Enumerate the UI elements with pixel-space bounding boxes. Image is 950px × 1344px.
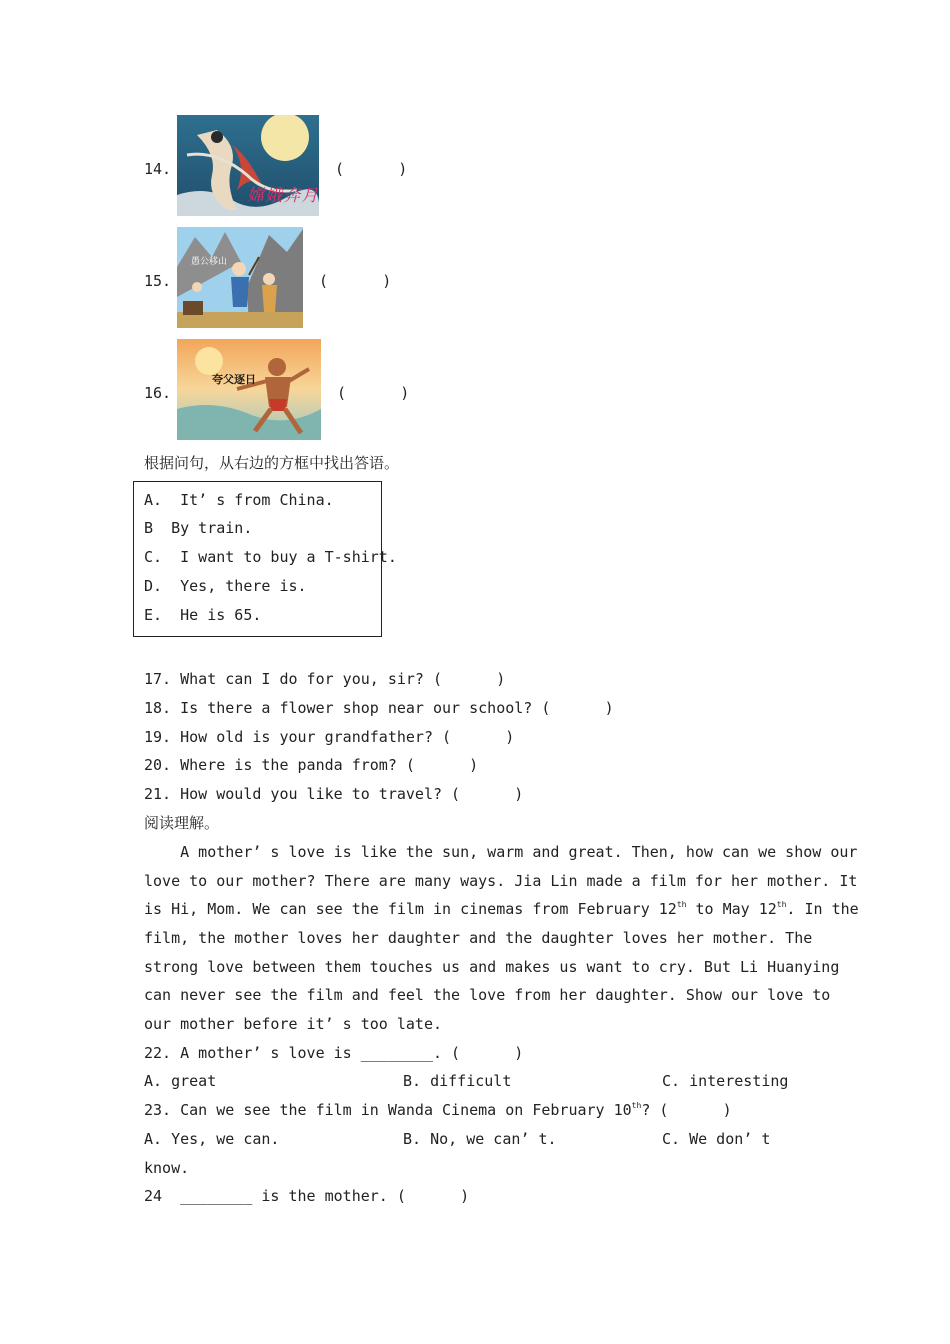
q23-option-c-continued: know. xyxy=(144,1159,190,1177)
question-19: 19. How old is your grandfather? ( ) xyxy=(144,728,515,746)
yugong-picture xyxy=(177,227,303,328)
passage-line-7: our mother before it’ s too late. xyxy=(144,1015,443,1033)
question-21: 21. How would you like to travel? ( ) xyxy=(144,785,524,803)
q14-number: 14. xyxy=(144,160,172,178)
question-23-paren: ? ( ) xyxy=(641,1101,732,1119)
passage-line-2: love to our mother? There are many ways. Jia Lin made a film for her mother. It xyxy=(144,872,858,890)
kuafu-caption: 夸父逐日 xyxy=(212,373,256,386)
chang-e-caption: 嫦娥奔月 xyxy=(247,186,319,206)
section-reading-title: 阅读理解。 xyxy=(144,814,220,832)
yugong-caption: 愚公移山 xyxy=(191,257,228,267)
passage-line-3-part-c: . In the xyxy=(786,900,859,918)
question-18: 18. Is there a flower shop near our school? ( ) xyxy=(144,699,614,717)
ordinal-suffix: th xyxy=(631,1101,642,1110)
ordinal-suffix: th xyxy=(776,900,787,909)
q23-option-b: B. No, we can’ t. xyxy=(403,1130,557,1148)
passage-line-3-part-b: to May 12 xyxy=(686,900,777,918)
chang-e-picture xyxy=(177,115,319,216)
passage-line-6: can never see the film and feel the love from her daughter. Show our love to xyxy=(144,986,831,1004)
yugong-illustration xyxy=(177,227,303,328)
answer-option-b: B By train. xyxy=(144,519,253,537)
q15-number: 15. xyxy=(144,272,172,290)
passage-line-4: film, the mother loves her daughter and the daughter loves her mother. The xyxy=(144,929,813,947)
q14-answer-paren: ( ) xyxy=(335,160,408,178)
ordinal-suffix: th xyxy=(676,900,687,909)
kuafu-illustration xyxy=(177,339,321,440)
question-24: 24 ________ is the mother. ( ) xyxy=(144,1187,470,1205)
answer-option-d: D. Yes, there is. xyxy=(144,577,307,595)
q23-option-c: C. We don’ t xyxy=(662,1130,771,1148)
passage-line-5: strong love between them touches us and makes us want to cry. But Li Huanying xyxy=(144,958,840,976)
q16-number: 16. xyxy=(144,384,172,402)
q16-answer-paren: ( ) xyxy=(337,384,410,402)
q23-option-a: A. Yes, we can. xyxy=(144,1130,280,1148)
answer-option-a: A. It’ s from China. xyxy=(144,491,334,509)
passage-line-3 xyxy=(144,899,859,919)
question-17: 17. What can I do for you, sir? ( ) xyxy=(144,670,506,688)
passage-line-1: A mother’ s love is like the sun, warm and great. Then, how can we show our xyxy=(144,843,858,861)
q22-option-b: B. difficult xyxy=(403,1072,512,1090)
section-matching-title: 根据问句，从右边的方框中找出答语。 xyxy=(144,454,400,472)
question-22: 22. A mother’ s love is ________. ( ) xyxy=(144,1044,524,1062)
question-23-stem: 23. Can we see the film in Wanda Cinema on February 10 xyxy=(144,1101,632,1119)
answer-option-c: C. I want to buy a T-shirt. xyxy=(144,548,397,566)
q22-option-c: C. interesting xyxy=(662,1072,789,1090)
question-23 xyxy=(144,1100,732,1120)
answer-option-e: E. He is 65. xyxy=(144,606,262,624)
q15-answer-paren: ( ) xyxy=(319,272,392,290)
kuafu-picture xyxy=(177,339,321,440)
question-20: 20. Where is the panda from? ( ) xyxy=(144,756,479,774)
q22-option-a: A. great xyxy=(144,1072,217,1090)
passage-line-3-part-a: is Hi, Mom. We can see the film in cinemas from February 12 xyxy=(144,900,677,918)
